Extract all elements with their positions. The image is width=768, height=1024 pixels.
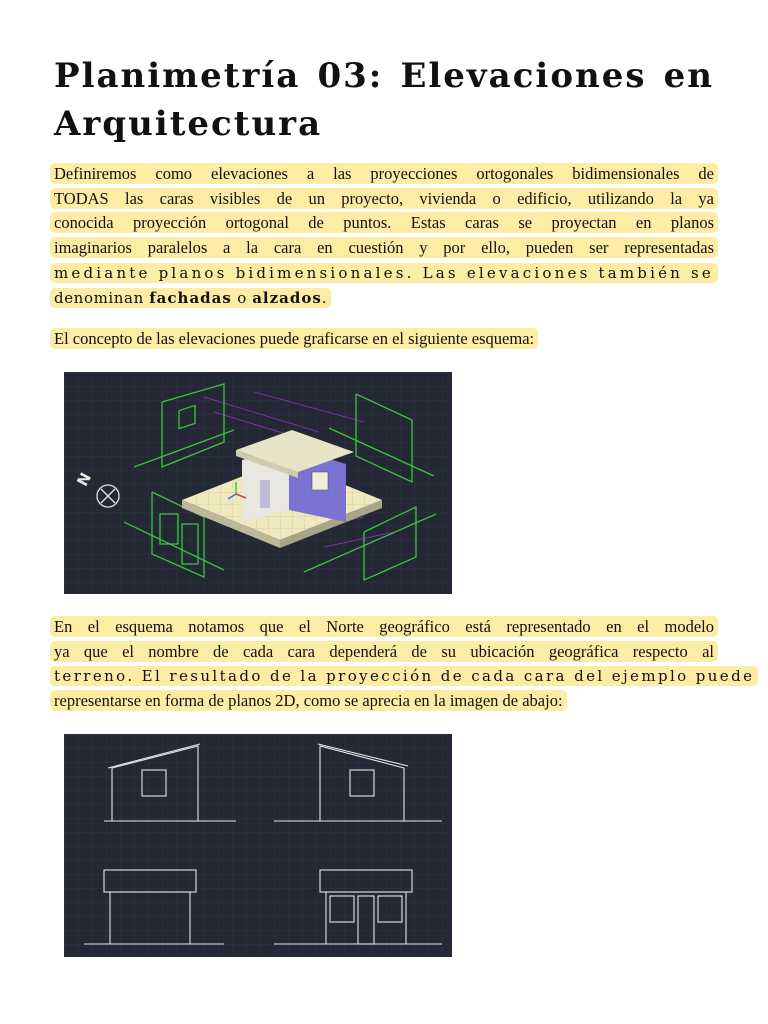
intro-line: conocida proyección ortogonal de puntos. Estas caras se proyectan en planos	[50, 212, 718, 233]
isometric-elevation-figure	[64, 372, 452, 594]
explanation-line: ya que el nombre de cada cara dependerá de su ubicación geográfica respecto al	[50, 641, 718, 662]
page-title: Planimetría 03: Elevaciones en Arquitectura	[54, 56, 714, 144]
elevations-2d-drawing	[64, 734, 452, 957]
explanation-line: representarse en forma de planos 2D, como se aprecia en la imagen de abajo:	[50, 690, 567, 711]
explanation-paragraph	[50, 615, 755, 714]
intro-line-last	[50, 288, 331, 308]
intro-text: denominan	[54, 288, 150, 307]
intro-line: TODAS las caras visibles de un proyecto, vivienda o edificio, utilizando la ya	[50, 188, 718, 209]
intro-text: o	[231, 288, 253, 307]
intro-line: mediante planos bidimensionales. Las elevaciones también se	[50, 263, 718, 283]
intro-text: .	[321, 288, 328, 307]
explanation-line: En el esquema notamos que el Norte geográfico está representado en el modelo	[50, 616, 718, 637]
concept-paragraph	[50, 327, 718, 352]
bold-term-fachadas: fachadas	[149, 288, 232, 307]
isometric-elevation-drawing	[64, 372, 452, 594]
intro-paragraph	[50, 162, 718, 310]
intro-line: Definiremos como elevaciones a las proyecciones ortogonales bidimensionales de	[50, 163, 718, 184]
intro-line: imaginarios paralelos a la cara en cuestión y por ello, pueden ser representadas	[50, 237, 718, 258]
bold-term-alzados: alzados	[252, 288, 322, 307]
explanation-line: terreno. El resultado de la proyección de cada cara del ejemplo puede	[50, 666, 758, 686]
concept-line: El concepto de las elevaciones puede graficarse en el siguiente esquema:	[50, 328, 538, 349]
elevations-2d-figure	[64, 734, 452, 957]
north-label: N	[73, 469, 96, 490]
